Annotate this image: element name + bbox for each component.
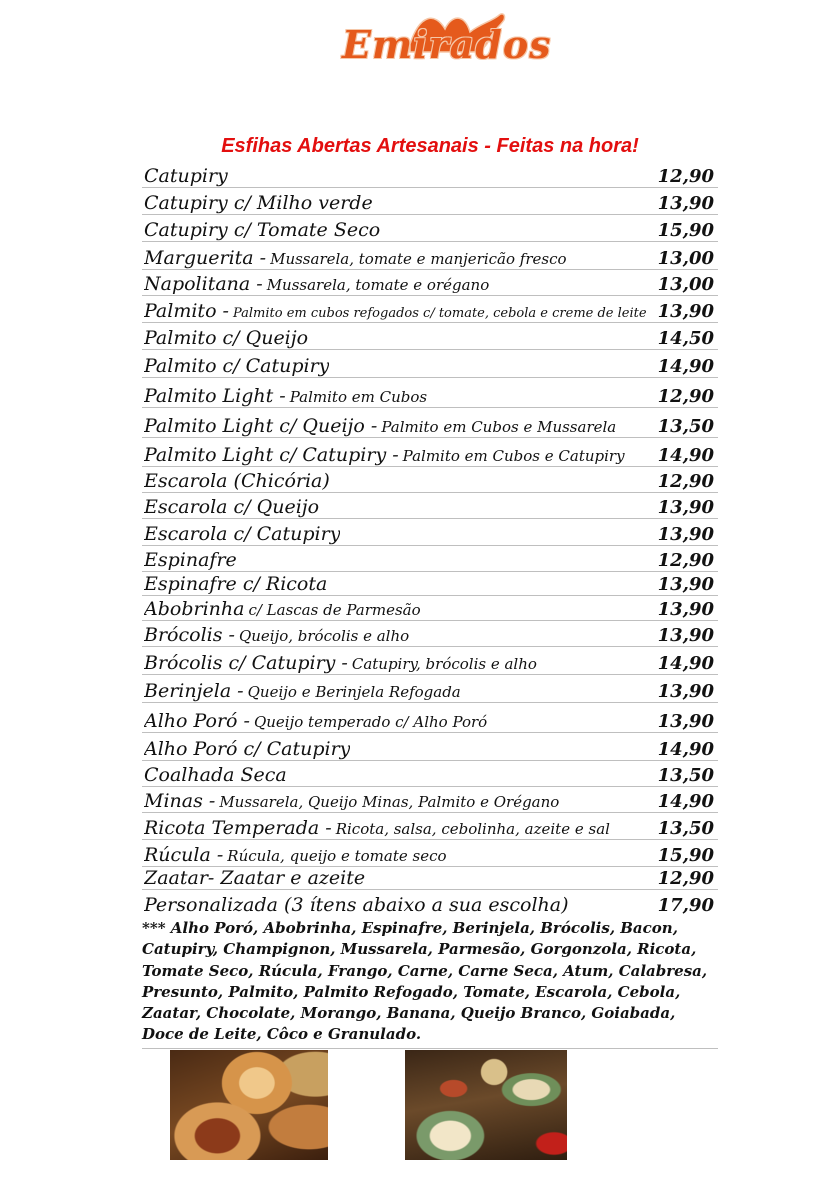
item-name: Berinjela - — [144, 680, 244, 702]
menu-item — [142, 787, 718, 813]
menu-item — [142, 188, 718, 215]
item-description: Palmito em Cubos e Mussarela — [381, 418, 617, 436]
item-name: Palmito c/ Catupiry — [144, 355, 330, 377]
item-name: Espinafre c/ Ricota — [144, 573, 328, 595]
item-description: c/ Lascas de Parmesão — [248, 601, 421, 619]
item-description: Palmito em cubos refogados c/ tomate, cebola e creme de leite — [232, 306, 647, 321]
menu-item — [142, 647, 718, 675]
item-name: Palmito Light - — [144, 385, 286, 407]
menu-item — [142, 733, 718, 761]
item-price: 13,90 — [657, 497, 714, 518]
item-price: 14,90 — [657, 445, 714, 466]
item-name: Coalhada Seca — [144, 764, 287, 786]
esfiha-photo — [170, 1050, 328, 1160]
menu-item — [142, 296, 718, 323]
item-name: Alho Poró - — [144, 710, 250, 732]
item-price: 13,90 — [657, 599, 714, 620]
item-price: 13,90 — [657, 574, 714, 595]
item-name: Espinafre — [144, 549, 237, 571]
item-name: Escarola c/ Catupiry — [144, 523, 341, 545]
item-name: Brócolis c/ Catupiry - — [144, 652, 348, 674]
item-description: Rúcula, queijo e tomate seco — [227, 847, 447, 865]
item-description: Palmito em Cubos — [289, 388, 428, 406]
menu-item — [142, 813, 718, 840]
item-price: 12,90 — [657, 550, 714, 571]
menu-item — [142, 596, 718, 621]
item-name: Palmito Light c/ Queijo - — [144, 415, 378, 437]
item-price: 14,50 — [657, 328, 714, 349]
item-name: Minas - — [144, 790, 216, 812]
item-price: 13,90 — [657, 524, 714, 545]
menu-item — [142, 270, 718, 296]
item-price: 13,00 — [657, 274, 714, 295]
item-description: Ricota, salsa, cebolinha, azeite e sal — [335, 820, 610, 838]
item-name: Catupiry c/ Tomate Seco — [144, 219, 381, 241]
item-price: 13,00 — [657, 248, 714, 269]
item-description: Queijo temperado c/ Alho Poró — [253, 713, 488, 731]
item-name: Palmito Light c/ Catupiry - — [144, 444, 399, 466]
item-description: Queijo, brócolis e alho — [238, 627, 410, 645]
item-price: 14,90 — [657, 739, 714, 760]
item-name: Palmito c/ Queijo — [144, 327, 309, 349]
item-price: 12,90 — [657, 471, 714, 492]
item-description: Queijo e Berinjela Refogada — [247, 683, 461, 701]
item-price: 13,90 — [657, 301, 714, 322]
item-name: Rúcula - — [144, 844, 224, 866]
menu-item — [142, 621, 718, 647]
item-description: Mussarela, Queijo Minas, Palmito e Orégano — [219, 793, 560, 811]
menu-item — [142, 160, 718, 188]
item-name: Zaatar- Zaatar e azeite — [144, 867, 366, 889]
menu-list — [142, 160, 718, 916]
item-name: Abobrinha — [144, 598, 245, 620]
item-description: Mussarela, tomate e orégano — [266, 276, 490, 294]
menu-item — [142, 890, 718, 916]
menu-item — [142, 675, 718, 703]
menu-item — [142, 467, 718, 493]
item-price: 15,90 — [657, 845, 714, 866]
menu-item — [142, 867, 718, 890]
item-name: Catupiry — [144, 165, 228, 187]
menu-item — [142, 438, 718, 467]
item-description: Palmito em Cubos e Catupiry — [402, 447, 625, 465]
item-price: 12,90 — [657, 386, 714, 407]
item-price: 17,90 — [657, 895, 714, 916]
menu-item — [142, 408, 718, 438]
item-name: Catupiry c/ Milho verde — [144, 192, 373, 214]
menu-item — [142, 242, 718, 270]
item-price: 15,90 — [657, 220, 714, 241]
menu-item — [142, 323, 718, 350]
item-price: 12,90 — [657, 868, 714, 889]
menu-item — [142, 378, 718, 408]
menu-heading: Esfihas Abertas Artesanais - Feitas na hora! — [221, 135, 639, 157]
item-name: Escarola (Chicória) — [144, 470, 330, 492]
menu-item — [142, 215, 718, 242]
menu-item — [142, 572, 718, 596]
mezze-table-photo — [405, 1050, 567, 1160]
item-name: Brócolis - — [144, 624, 235, 646]
logo — [340, 4, 552, 84]
item-name: Marguerita - — [144, 247, 267, 269]
menu-item — [142, 519, 718, 546]
item-price: 13,50 — [657, 818, 714, 839]
menu-item — [142, 703, 718, 733]
item-price: 13,90 — [657, 193, 714, 214]
toppings-note: *** Alho Poró, Abobrinha, Espinafre, Berinjela, Brócolis, Bacon, Catupiry, Champignon, Mussarela, Parmesão, Gorgonzola, Ricota, Tomate Seco, Rúcula, Frango, Carne, Carne Seca, Atum, Calabresa, Presunto, Palmito, Palmito Refogado, Tomate, Escarola, Cebola, Zaatar, Chocolate, Morango, Banana, Queijo Branco, Goiabada, Doce de Leite, Côco e Granulado. — [142, 918, 718, 1049]
item-price: 12,90 — [657, 166, 714, 187]
item-price: 13,50 — [657, 765, 714, 786]
item-price: 13,90 — [657, 681, 714, 702]
menu-item — [142, 350, 718, 378]
menu-item — [142, 761, 718, 787]
item-price: 14,90 — [657, 653, 714, 674]
menu-item — [142, 493, 718, 519]
item-name: Alho Poró c/ Catupiry — [144, 738, 351, 760]
item-price: 14,90 — [657, 356, 714, 377]
item-name: Palmito - — [144, 300, 229, 322]
item-price: 13,90 — [657, 711, 714, 732]
menu-item — [142, 840, 718, 867]
item-name: Personalizada (3 ítens abaixo a sua escolha) — [144, 894, 569, 916]
item-price: 13,90 — [657, 625, 714, 646]
item-description: Catupiry, brócolis e alho — [351, 655, 537, 673]
item-description: Mussarela, tomate e manjericão fresco — [270, 250, 567, 268]
item-name: Escarola c/ Queijo — [144, 496, 320, 518]
item-price: 13,50 — [657, 416, 714, 437]
item-name: Napolitana - — [144, 273, 263, 295]
item-price: 14,90 — [657, 791, 714, 812]
logo-text: Emirados — [342, 22, 552, 67]
item-name: Ricota Temperada - — [144, 817, 332, 839]
menu-item — [142, 546, 718, 572]
